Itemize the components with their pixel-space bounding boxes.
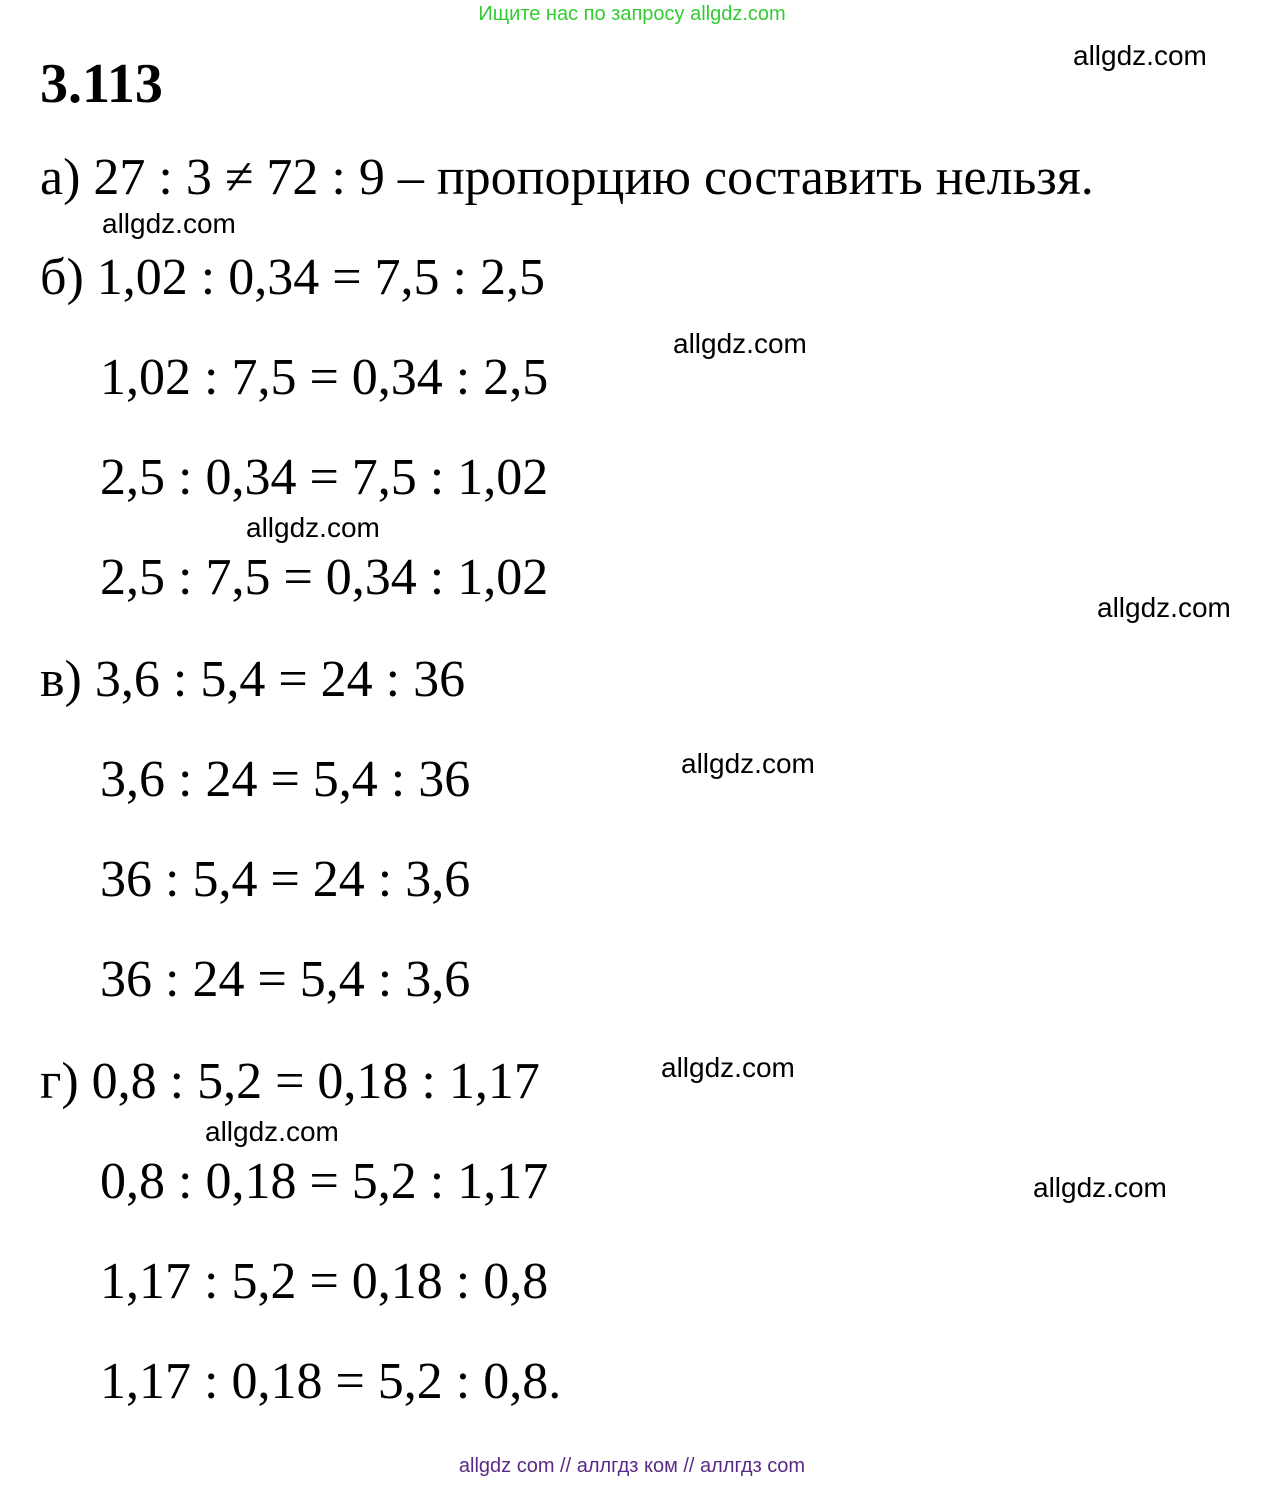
line-v2: 3,6 : 24 = 5,4 : 36 (100, 751, 471, 808)
line-g1: г) 0,8 : 5,2 = 0,18 : 1,17 (40, 1053, 540, 1110)
watermark: allgdz.com (205, 1116, 339, 1147)
watermark: allgdz.com (1073, 40, 1207, 71)
footer-watermark: allgdz com // аллгдз ком // аллгдз com (458, 1455, 806, 1477)
line-b2: 1,02 : 7,5 = 0,34 : 2,5 (100, 349, 549, 406)
line-v3: 36 : 5,4 = 24 : 3,6 (100, 851, 471, 908)
line-g3: 1,17 : 5,2 = 0,18 : 0,8 (100, 1253, 549, 1310)
watermark: allgdz.com (1097, 592, 1231, 623)
line-g2: 0,8 : 0,18 = 5,2 : 1,17 (100, 1153, 549, 1210)
line-v1: в) 3,6 : 5,4 = 24 : 36 (40, 651, 466, 708)
watermark: allgdz.com (661, 1052, 795, 1083)
problem-number: 3.113 (40, 53, 163, 115)
watermark: allgdz.com (681, 748, 815, 779)
watermark: allgdz.com (246, 512, 380, 543)
watermark: allgdz.com (673, 328, 807, 359)
line-g4: 1,17 : 0,18 = 5,2 : 0,8. (100, 1353, 562, 1410)
line-b1: б) 1,02 : 0,34 = 7,5 : 2,5 (40, 249, 545, 306)
line-b3: 2,5 : 0,34 = 7,5 : 1,02 (100, 449, 549, 506)
top-banner: Ищите нас по запросу allgdz.com (478, 3, 786, 25)
watermark: allgdz.com (102, 208, 236, 239)
line-b4: 2,5 : 7,5 = 0,34 : 1,02 (100, 549, 549, 606)
line-v4: 36 : 24 = 5,4 : 3,6 (100, 951, 471, 1008)
line-a: а) 27 : 3 ≠ 72 : 9 – пропорцию составить нельзя. (40, 149, 1094, 206)
watermark: allgdz.com (1033, 1172, 1167, 1203)
